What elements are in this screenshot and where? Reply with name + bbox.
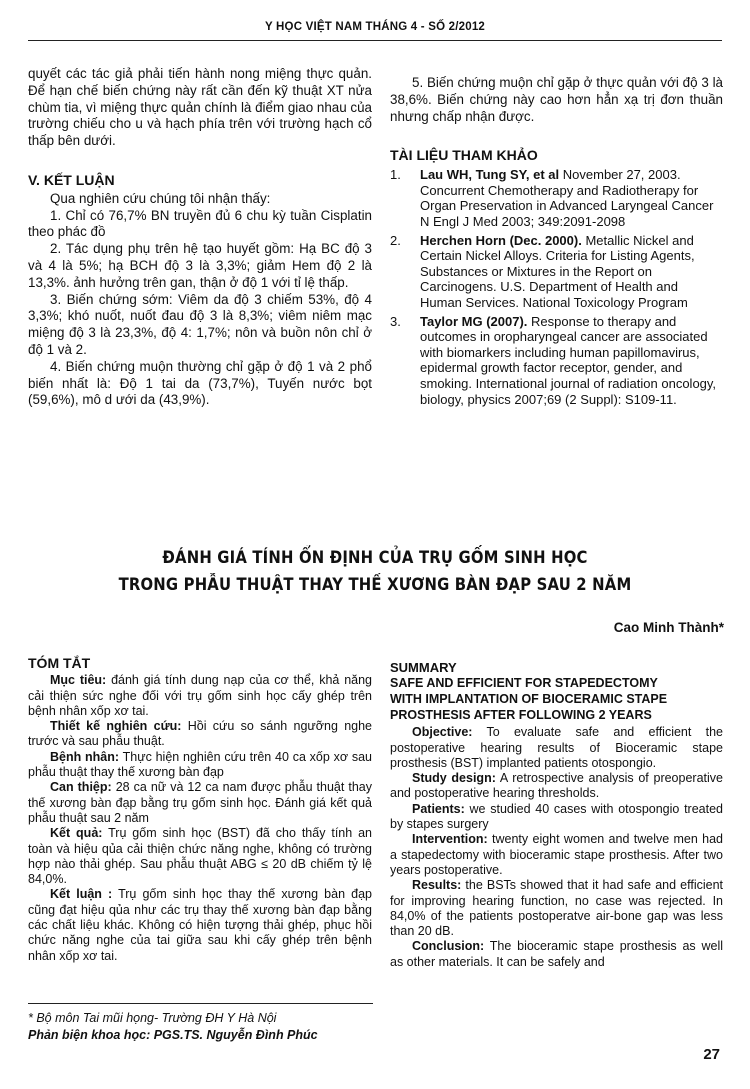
abstract-intervention: Can thiệp: 28 ca nữ và 12 ca nam được phẫu thuật thay thế xương bàn đạp bằng trụ gốm sinh học. Đánh giá kết quả phẫu thuật sau 2 năm [28, 780, 372, 825]
continued-paragraph: quyết các tác giả phải tiến hành nong miệng thực quản. Để hạn chế biến chứng này rất cần đến kỹ thuật XT nửa chùm tia, vì miệng thực quản chính là điểm giao nhau của trường chiếu cho u và hạch phía trên với trường hạch cổ thấp bên dưới. [28, 66, 372, 149]
page-number: 27 [703, 1046, 720, 1063]
summary-title-line: SAFE AND EFFICIENT FOR STAPEDECTOMY [390, 676, 658, 691]
reference-item [390, 314, 723, 408]
reference-text: Metallic Nickel and Certain Nickel Alloys. Criteria for Listing Agents, Substances or Mixtures in the Report on Carcinogens. U.S. Department of Health and Human Services. National Toxicology Program [420, 232, 695, 310]
conclusion-intro: Qua nghiên cứu chúng tôi nhận thấy: [50, 190, 271, 206]
reference-item [390, 233, 723, 311]
summary-design: Study design: A retrospective analysis of preoperative and postoperative hearing thresholds. [390, 771, 723, 801]
reference-authors: Herchen Horn (Dec. 2000). [420, 232, 582, 248]
running-head-text: Y HỌC VIỆT NAM THÁNG 4 - SỐ 2/2012 [264, 21, 486, 33]
conclusion-item-4: 4. Biến chứng muộn thường chỉ gặp ở độ 1 và 2 phổ biến nhất là: Độ 1 tai da (73,7%), Tuyến nước bọt (59,6%), mô d ưới da (43,9%). [28, 358, 372, 408]
article-title-line-1: ĐÁNH GIÁ TÍNH ỔN ĐỊNH CỦA TRỤ GỐM SINH HỌC [162, 548, 588, 567]
reference-number: 2. [390, 232, 401, 248]
summary-patients: Patients: we studied 40 cases with otospongio treated by stapes surgery [390, 801, 723, 832]
references-list [390, 167, 723, 407]
conclusion-item-1: 1. Chỉ có 76,7% BN truyền đủ 6 chu kỳ tuần Cisplatin theo phác đồ [28, 207, 372, 240]
footnote-reviewer: Phản biện khoa học: PGS.TS. Nguyễn Đình Phúc [28, 1028, 318, 1042]
article-title-line-2: TRONG PHẪU THUẬT THAY THẾ XƯƠNG BÀN ĐẠP SAU 2 NĂM [118, 575, 632, 594]
reference-text: November 27, 2003. Concurrent Chemotherapy and Radiotherapy for Organ Preservation in Advanced Laryngeal Cancer N Engl J Med 2003; 349:2091-2098 [420, 167, 714, 229]
conclusion-item-2: 2. Tác dụng phụ trên hệ tạo huyết gồm: Hạ BC độ 3 và 4 là 5%; hạ BCH độ 3 là 3,3%; giảm Hem độ 2 là 13,3%. ảnh hưởng trên gan, thận ở độ 1 với tỉ lệ thấp. [28, 241, 372, 290]
summary-intervention: Intervention: twenty eight women and twelve men had a stapedectomy with bioceramic stape prosthesis. After two years postoperative. [390, 832, 723, 877]
running-header [28, 10, 722, 41]
summary-title-line: PROSTHESIS AFTER FOLLOWING 2 YEARS [390, 708, 652, 723]
reference-item [390, 167, 723, 229]
footnote-affiliation: * Bộ môn Tai mũi họng- Trường ĐH Y Hà Nội [28, 1011, 277, 1025]
abstract-objective: Mục tiêu: đánh giá tính dung nạp của cơ thể, khả năng cải thiện sức nghe đối với trụ gốm sinh học cấy ghép trên bệnh nhân xốp xơ tai. [28, 673, 372, 718]
reference-authors: Taylor MG (2007). [420, 313, 528, 329]
reference-number: 3. [390, 313, 401, 329]
summary-results: Results: the BSTs showed that it had safe and efficient for improving hearing function, no case was rejected. In 84,0% of the patients postoperatve air-bone gap was less than 20 dB. [390, 878, 723, 939]
summary-heading: SUMMARY [390, 660, 457, 675]
reference-authors: Lau WH, Tung SY, et al [420, 167, 560, 183]
summary-title-line: WITH IMPLANTATION OF BIOCERAMIC STAPE [390, 692, 668, 707]
english-summary [390, 660, 723, 970]
abstract-results: Kết quả: Trụ gốm sinh học (BST) đã cho thấy tính an toàn và hiệu qủa cải thiện chức năng nghe, không có trường hợp nào thải ghép. Sau phẫu thuật ABG ≤ 20 dB chiếm tỷ lệ 84,0%. [28, 826, 373, 887]
abstract-design: Thiết kế nghiên cứu: Hồi cứu so sánh ngưỡng nghe trước và sau phẫu thuật. [28, 719, 373, 749]
reference-number: 1. [390, 167, 401, 183]
right-column-top [390, 75, 723, 410]
reference-text: Response to therapy and outcomes in oropharyngeal cancer are associated with biomarkers including human papillomavirus, epidermal growth factor receptor, gender, and smoking. International journal of radiation oncology, biology, physics 2007;69 (2 Suppl): S109-11. [420, 313, 717, 407]
abstract-conclusion: Kết luận : Trụ gốm sinh học thay thế xương bàn đạp cũng đạt hiệu qủa như các trụ thay thế xương bàn đạp bằng các chất liệu khác. Không có hiện tượng thải ghép, phục hồi chức năng nghe của tai giữa sau khi cấy ghép trên bệnh nhân xốp xơ tai. [28, 887, 372, 963]
conclusion-item-5: 5. Biến chứng muộn chỉ gặp ở thực quản với độ 3 là 38,6%. Biến chứng này cao hơn hẳn xạ trị đơn thuần nhưng chấp nhận được. [390, 75, 723, 124]
article-author: Cao Minh Thành* [613, 620, 724, 635]
left-column-top [28, 66, 372, 409]
vietnamese-abstract [28, 656, 372, 964]
references-heading: TÀI LIỆU THAM KHẢO [390, 147, 538, 164]
summary-conclusion: Conclusion: The bioceramic stape prosthesis as well as other materials. It can be safely and [390, 939, 723, 969]
abstract-patients: Bệnh nhân: Thực hiện nghiên cứu trên 40 ca xốp xơ sau phẫu thuật thay thế xương bàn đạp [28, 749, 372, 780]
footnote [28, 1010, 318, 1044]
tomtat-heading: TÓM TẮT [28, 655, 91, 671]
conclusion-heading: V. KẾT LUẬN [28, 171, 115, 188]
conclusion-item-3: 3. Biến chứng sớm: Viêm da độ 3 chiếm 53%, độ 4 3,3%; khó nuốt, nuốt đau độ 3 là 8,3%; viêm niêm mạc miệng độ 3 là 23,3%, độ 4: 1,7%; nôn và buồn nôn chỉ ở độ 1 và 2. [28, 291, 372, 357]
summary-objective: Objective: To evaluate safe and efficient the postoperative hearing results of Bioceramic stape prosthesis (BST) implanted patients otospongio. [390, 725, 723, 770]
footnote-divider [28, 1003, 373, 1004]
